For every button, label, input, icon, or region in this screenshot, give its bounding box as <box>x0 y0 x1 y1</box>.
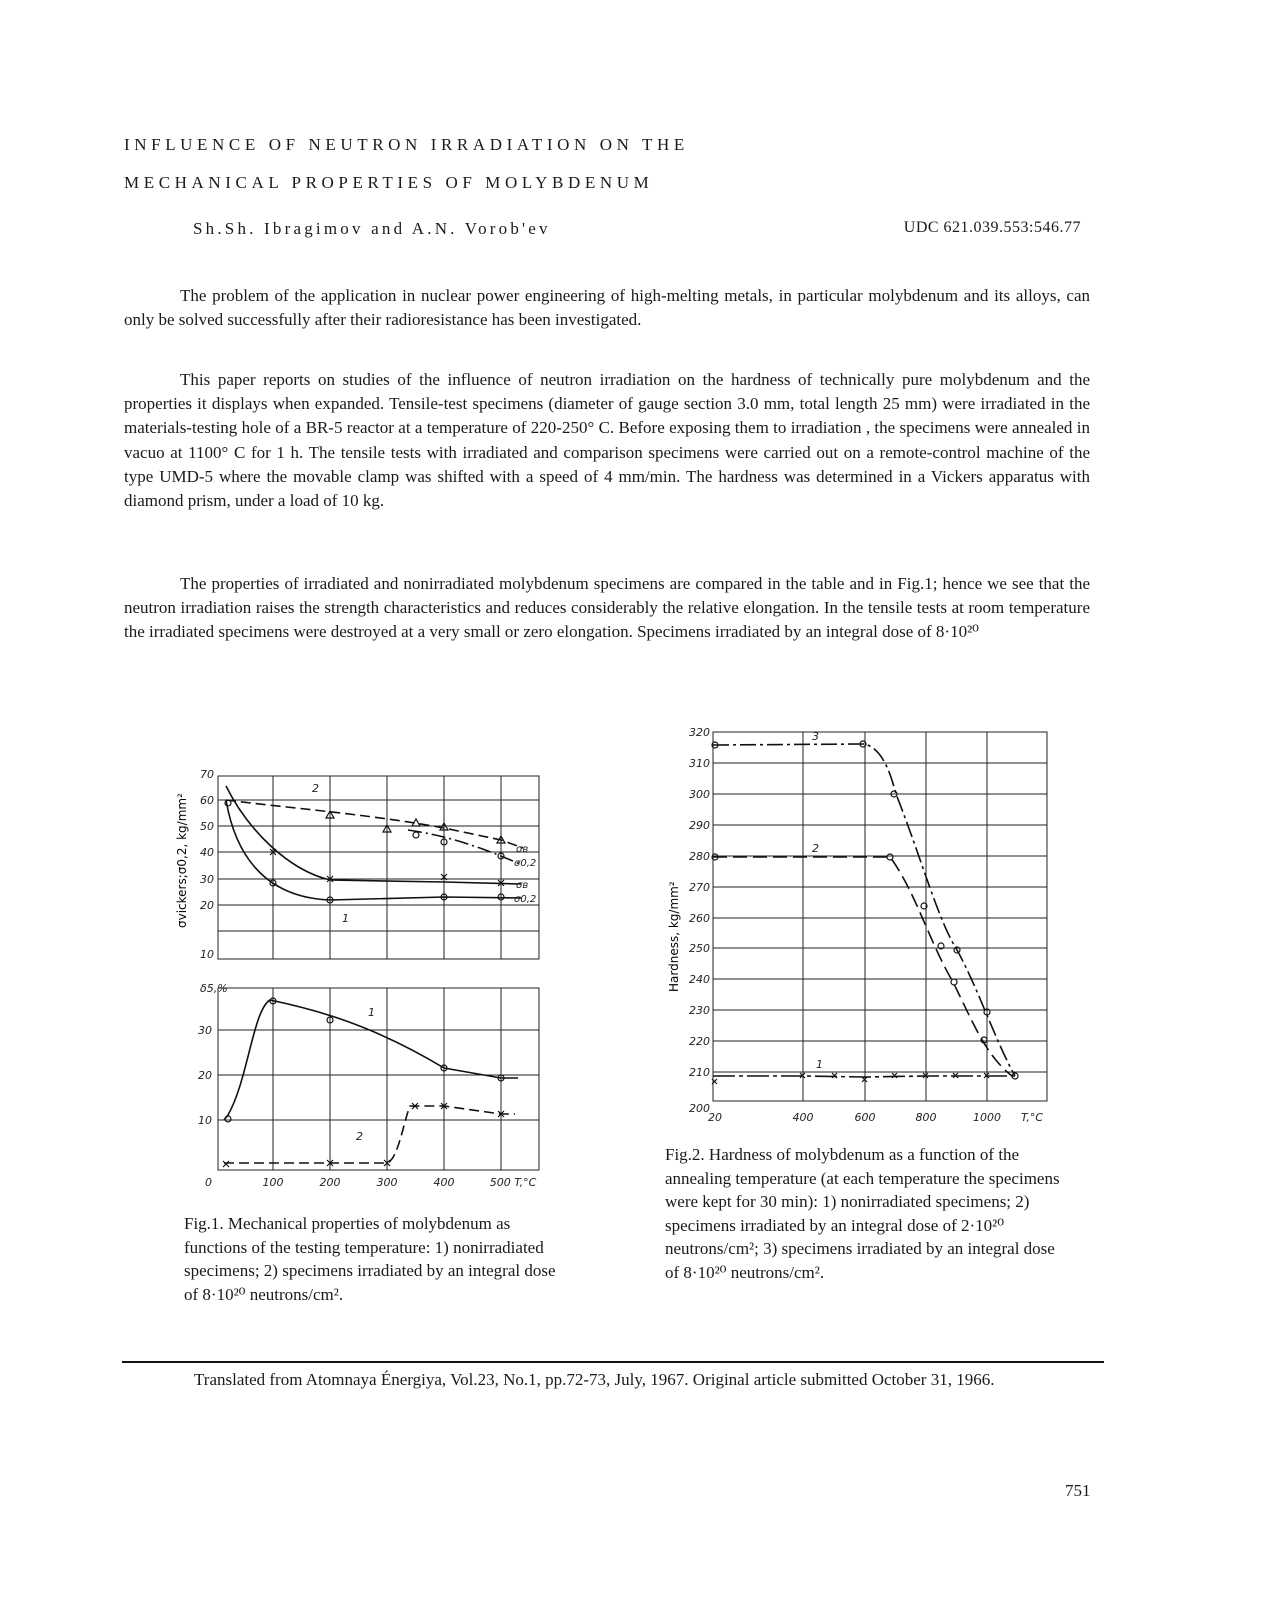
fig1-series-label: σв <box>516 844 529 855</box>
fig2-ytick: 240 <box>689 973 710 986</box>
figure-2 <box>660 720 1060 1130</box>
fig2-xtick: 1000 <box>973 1111 1001 1124</box>
fig1-bottom-yticks <box>198 1024 212 1189</box>
fig1-curve-2-elongation <box>224 1106 515 1163</box>
fig1-series-label: σ0,2 <box>514 894 537 905</box>
fig1-xtick: 300 <box>376 1176 398 1189</box>
fig2-ytick: 320 <box>689 726 710 739</box>
figure-1-caption: Fig.1. Mechanical properties of molybdenum as functions of the testing temperature: 1) nonirradiated specimens; 2) specimens irradiated by an integral dose of 8·10²⁰ neutrons/cm². <box>184 1214 556 1304</box>
fig1-top-yticks <box>200 768 214 961</box>
fig1-curve-label-2: 2 <box>356 1130 363 1143</box>
fig1-curve-1-sigma-b <box>226 786 521 884</box>
fig1-ytick: 60 <box>200 794 214 807</box>
figure-1 <box>168 760 568 1200</box>
fig1-ytick: 0 <box>205 1176 212 1189</box>
fig1-ytick: 20 <box>200 899 214 912</box>
title-line-2: MECHANICAL PROPERTIES OF MOLYBDENUM <box>124 173 654 192</box>
fig2-ytick: 310 <box>689 757 710 770</box>
fig1-curve-label-1: 1 <box>342 912 349 925</box>
fig1-ytick: 20 <box>198 1069 212 1082</box>
fig2-xticks <box>708 1111 1043 1124</box>
fig2-xtick: 600 <box>854 1111 876 1124</box>
fig2-ytick: 210 <box>689 1066 710 1079</box>
fig1-xtick: 100 <box>262 1176 284 1189</box>
fig1-bottom-grid <box>218 988 539 1170</box>
fig1-ytick: 10 <box>198 1114 212 1127</box>
fig1-ytick: 10 <box>200 948 214 961</box>
fig1-curve-label-2: 2 <box>312 782 319 795</box>
paragraph-1: The problem of the application in nuclear power engineering of high-melting metals, in particular molybdenum and its alloys, can only be solved successfully after their radioresistance has been investigated. <box>124 286 1090 330</box>
fig2-ylabel: Hardness, kg/mm² <box>667 881 681 992</box>
udc-code: UDC 621.039.553:546.77 <box>903 219 1081 236</box>
fig1-series-label: σ0,2 <box>514 858 537 869</box>
fig1-top-ylabel: σvickers;σ0,2, kg/mm² <box>175 793 189 928</box>
fig2-xtick: 800 <box>915 1111 937 1124</box>
fig1-ytick: 40 <box>200 846 214 859</box>
footer-note: Translated from Atomnaya Énergiya, Vol.23, No.1, pp.72-73, July, 1967. Original article submitted October 31, 1966. <box>194 1370 995 1389</box>
fig2-ytick: 270 <box>689 881 710 894</box>
fig2-ytick: 300 <box>689 788 710 801</box>
fig2-marker <box>951 979 957 985</box>
fig2-marker <box>887 854 893 860</box>
fig1-ytick: 50 <box>200 820 214 833</box>
fig1-curve-2-sigma-b <box>226 800 523 848</box>
fig2-xtick: 20 <box>708 1111 722 1124</box>
fig1-marker <box>413 832 419 838</box>
fig2-grid <box>713 732 1047 1101</box>
fig2-curve-2 <box>713 857 1012 1076</box>
fig2-curve-label-2: 2 <box>812 842 819 855</box>
fig1-bottom-ylabel: δ5,% <box>200 982 228 995</box>
fig1-ytick: 30 <box>200 873 214 886</box>
fig2-ytick: 280 <box>689 850 710 863</box>
fig2-ytick: 250 <box>689 942 710 955</box>
fig1-ytick: 70 <box>200 768 214 781</box>
fig1-xticks <box>263 1176 537 1189</box>
fig1-xtick: 400 <box>433 1176 455 1189</box>
fig2-curve-label-1: 1 <box>816 1058 823 1071</box>
fig2-xtick: T,°C <box>1020 1111 1044 1124</box>
fig2-ytick: 220 <box>689 1035 710 1048</box>
fig1-xtick: 500 T,°C <box>489 1176 537 1189</box>
fig1-xtick: 200 <box>319 1176 341 1189</box>
fig1-series-label: σв <box>516 880 529 891</box>
fig2-ytick: 200 <box>689 1102 710 1115</box>
fig2-curve-label-3: 3 <box>812 730 819 743</box>
fig1-curve-label-1: 1 <box>368 1006 375 1019</box>
fig1-bottom-curves <box>224 1000 518 1163</box>
figure-2-caption: Fig.2. Hardness of molybdenum as a function of the annealing temperature (at each temperature the specimens were kept for 30 min): 1) nonirradiated specimens; 2) specimens irradiated by an integral dose of 2·10²⁰ neutrons/cm²; 3) specimens irradiated by an integral dose of 8·10²⁰ neutrons/cm². <box>665 1145 1060 1282</box>
fig1-bottom-markers <box>223 998 504 1167</box>
title-line-1: INFLUENCE OF NEUTRON IRRADIATION ON THE <box>124 135 689 154</box>
fig1-marker-cross <box>223 1161 229 1167</box>
fig2-ytick: 290 <box>689 819 710 832</box>
paragraph-2: This paper reports on studies of the influence of neutron irradiation on the hardness of technically pure molybdenum and the properties it displays when expanded. Tensile-test specimens (diameter of gauge section 3.0 mm, total length 25 mm) were irradiated in the materials-testing hole of a BR-5 reactor at a temperature of 220-250° C. Before exposing them to irradiation , the specimens were annealed in vacuo at 1100° C for 1 h. The tensile tests with irradiated and comparison specimens were carried out on a remote-control machine of the type UMD-5 where the movable clamp was shifted with a speed of 4 mm/min. The hardness was determined in a Vickers apparatus with diamond prism, under a load of 10 kg. <box>124 370 1090 511</box>
fig1-curve-2-sigma-02 <box>408 830 520 864</box>
fig2-yticks <box>689 726 710 1115</box>
paragraph-3: The properties of irradiated and nonirradiated molybdenum specimens are compared in the table and in Fig.1; hence we see that the neutron irradiation raises the strength characteristics and reduces considerably the relative elongation. In the tensile tests at room temperature the irradiated specimens were destroyed at a very small or zero elongation. Specimens irradiated by an integral dose of 8·10²⁰ <box>124 574 1090 642</box>
fig1-ytick: 30 <box>198 1024 212 1037</box>
fig2-ytick: 230 <box>689 1004 710 1017</box>
fig2-ytick: 260 <box>689 912 710 925</box>
fig1-top-grid <box>218 776 539 959</box>
fig2-xtick: 400 <box>792 1111 814 1124</box>
page-number: 751 <box>1065 1481 1091 1500</box>
fig1-marker <box>225 1116 231 1122</box>
authors: Sh.Sh. Ibragimov and A.N. Vorob'ev <box>193 219 551 238</box>
footer-rule <box>122 1361 1104 1363</box>
fig2-labels <box>812 730 823 1071</box>
